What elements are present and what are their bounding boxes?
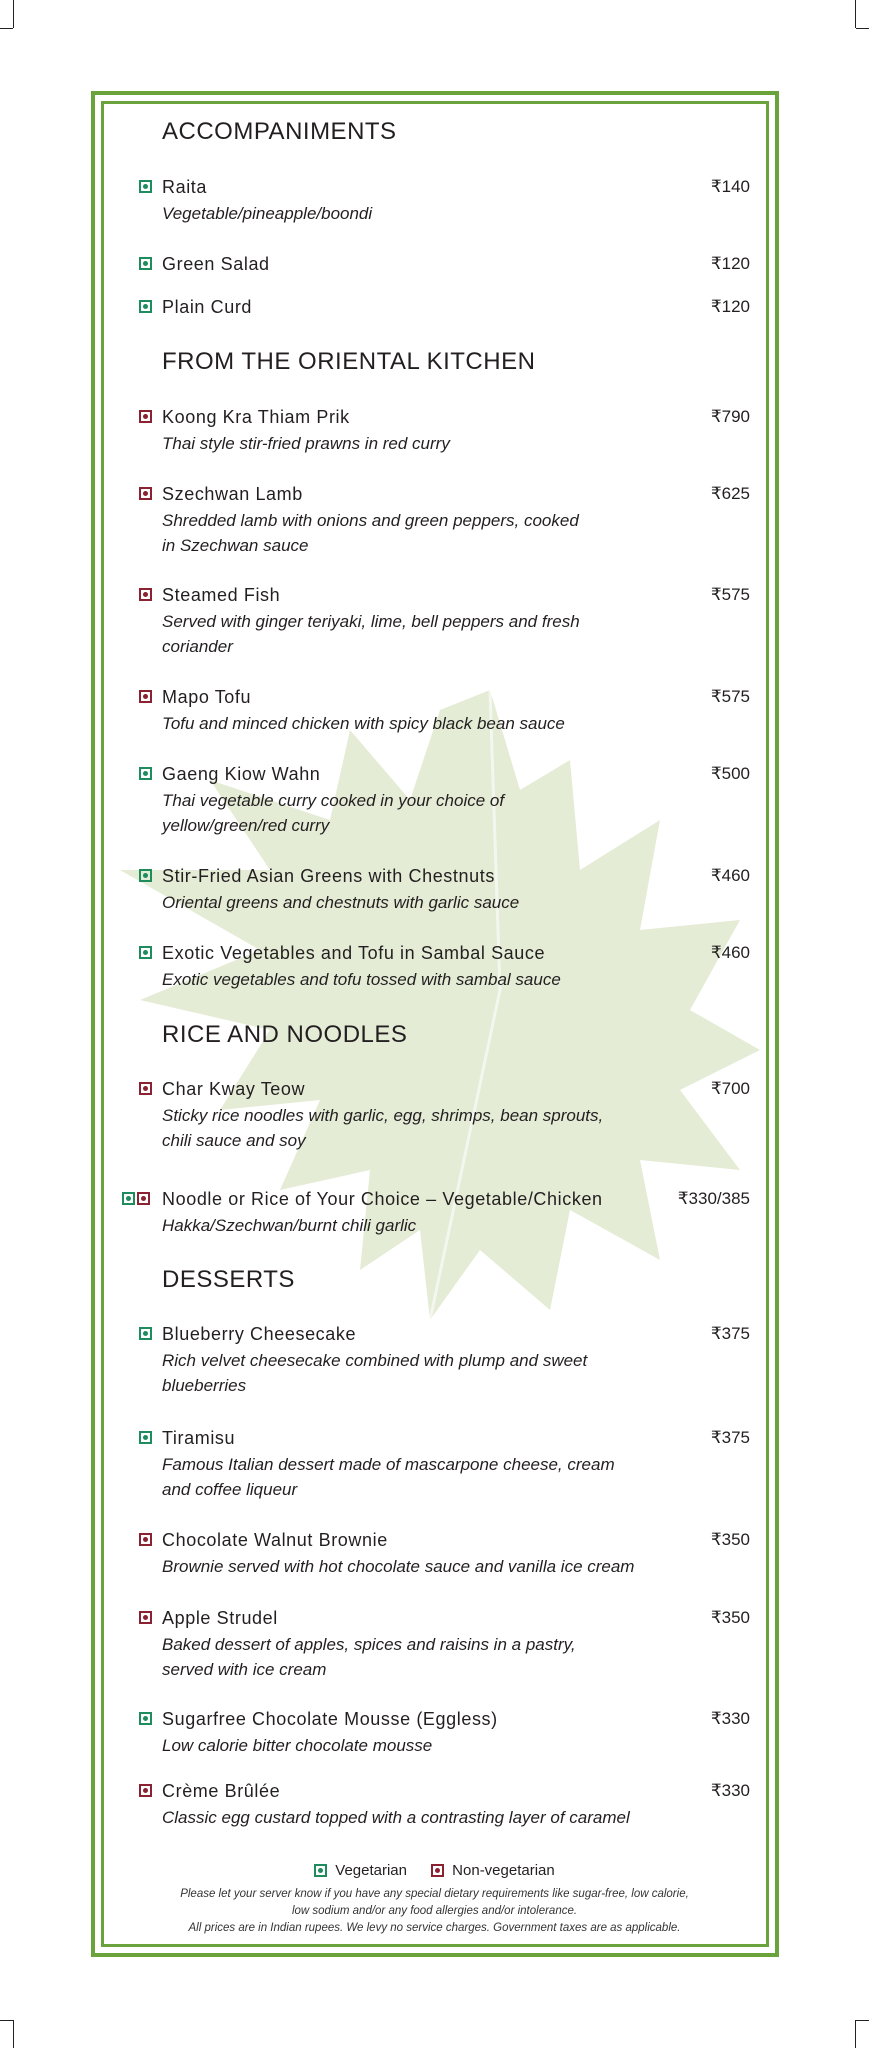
- menu-item-price: ₹375: [710, 1428, 750, 1447]
- menu-item-description: Served with ginger teriyaki, lime, bell peppers and fresh: [162, 612, 580, 631]
- menu-item-name: Mapo Tofu: [162, 687, 252, 707]
- nonveg-icon: [139, 1784, 152, 1797]
- nonveg-icon: [139, 588, 152, 601]
- nonveg-icon: [139, 487, 152, 500]
- menu-item-price: ₹575: [710, 687, 750, 706]
- menu-item-description: Oriental greens and chestnuts with garlic sauce: [162, 893, 520, 912]
- menu-item-description: chili sauce and soy: [162, 1131, 306, 1150]
- nonveg-icon: [139, 690, 152, 703]
- veg-icon: [139, 257, 152, 270]
- veg-icon: [139, 767, 152, 780]
- section-title: ACCOMPANIMENTS: [162, 118, 397, 145]
- menu-item-name: Chocolate Walnut Brownie: [162, 1530, 388, 1550]
- menu-item-description: Shredded lamb with onions and green peppers, cooked: [162, 511, 579, 530]
- menu-item-description: and coffee liqueur: [162, 1480, 298, 1499]
- crop-mark: [856, 28, 869, 29]
- veg-icon: [122, 1192, 135, 1205]
- menu-item-price: ₹140: [710, 177, 750, 196]
- menu-item-name: Green Salad: [162, 254, 270, 274]
- menu-item-price: ₹700: [710, 1079, 750, 1098]
- crop-mark: [13, 2020, 14, 2048]
- menu-item-name: Apple Strudel: [162, 1608, 278, 1628]
- menu-item-name: Blueberry Cheesecake: [162, 1324, 357, 1344]
- footnote-line: low sodium and/or any food allergies and/or intolerance.: [291, 1905, 578, 1917]
- menu-item-name: Plain Curd: [162, 297, 253, 317]
- menu-item-description: Sticky rice noodles with garlic, egg, shrimps, bean sprouts,: [162, 1106, 604, 1125]
- menu-item-description: blueberries: [162, 1376, 247, 1395]
- menu-item-name: Crème Brûlée: [162, 1781, 281, 1801]
- menu-item-price: ₹330: [710, 1781, 750, 1800]
- section-title: FROM THE ORIENTAL KITCHEN: [162, 348, 536, 375]
- menu-item-price: ₹375: [710, 1324, 750, 1343]
- menu-item-price: ₹460: [710, 943, 750, 962]
- legend: [0, 1862, 869, 1881]
- nonveg-icon: [137, 1192, 150, 1205]
- footnote-line: Please let your server know if you have any special dietary requirements like sugar-free, low calorie,: [180, 1888, 689, 1900]
- menu-item-price: ₹460: [710, 866, 750, 885]
- menu-item-name: Char Kway Teow: [162, 1079, 306, 1099]
- veg-icon: [139, 1431, 152, 1444]
- menu-item-name: Raita: [162, 177, 208, 197]
- veg-icon: [139, 180, 152, 193]
- menu-item-description: yellow/green/red curry: [162, 816, 330, 835]
- menu-item-price: ₹625: [710, 484, 750, 503]
- section-title: DESSERTS: [162, 1266, 295, 1293]
- nonveg-icon: [139, 1533, 152, 1546]
- menu-item-price: ₹350: [710, 1530, 750, 1549]
- menu-item-description: Classic egg custard topped with a contrasting layer of caramel: [162, 1808, 630, 1827]
- crop-mark: [0, 2020, 13, 2021]
- menu-item-name: Noodle or Rice of Your Choice – Vegetable/Chicken: [162, 1189, 603, 1209]
- veg-icon: [314, 1864, 327, 1877]
- veg-icon: [139, 1712, 152, 1725]
- nonveg-icon: [139, 1611, 152, 1624]
- menu-item-name: Tiramisu: [162, 1428, 236, 1448]
- veg-icon: [139, 869, 152, 882]
- menu-item-description: Vegetable/pineapple/boondi: [162, 204, 373, 223]
- menu-item-description: Exotic vegetables and tofu tossed with sambal sauce: [162, 970, 561, 989]
- menu-item-description: Brownie served with hot chocolate sauce and vanilla ice cream: [162, 1557, 635, 1576]
- nonveg-icon: [139, 410, 152, 423]
- menu-item-price: ₹120: [710, 297, 750, 316]
- nonveg-icon: [139, 1082, 152, 1095]
- legend-veg-label: Vegetarian: [335, 1862, 407, 1879]
- crop-mark: [855, 2020, 856, 2048]
- menu-item-description: Famous Italian dessert made of mascarpone cheese, cream: [162, 1455, 615, 1474]
- menu-item-description: coriander: [162, 637, 233, 656]
- menu-item-name: Exotic Vegetables and Tofu in Sambal Sauce: [162, 943, 546, 963]
- crop-mark: [856, 2020, 869, 2021]
- menu-item-name: Gaeng Kiow Wahn: [162, 764, 321, 784]
- menu-item-name: Stir-Fried Asian Greens with Chestnuts: [162, 866, 495, 886]
- menu-item-name: Szechwan Lamb: [162, 484, 303, 504]
- footnote-line: All prices are in Indian rupees. We levy no service charges. Government taxes are as applicable.: [188, 1922, 681, 1934]
- crop-mark: [855, 0, 856, 28]
- menu-item-price: ₹575: [710, 585, 750, 604]
- menu-item-name: Koong Kra Thiam Prik: [162, 407, 350, 427]
- menu-item-description: Baked dessert of apples, spices and raisins in a pastry,: [162, 1635, 576, 1654]
- menu-item-description: Tofu and minced chicken with spicy black bean sauce: [162, 714, 565, 733]
- menu-item-price: ₹330: [710, 1709, 750, 1728]
- section-title: RICE AND NOODLES: [162, 1021, 408, 1048]
- menu-item-price: ₹500: [710, 764, 750, 783]
- legend-nonveg-label: Non-vegetarian: [452, 1862, 555, 1879]
- menu-item-price: ₹350: [710, 1608, 750, 1627]
- menu-item-description: Thai style stir-fried prawns in red curry: [162, 434, 450, 453]
- veg-icon: [139, 946, 152, 959]
- menu-item-price: ₹120: [710, 254, 750, 273]
- menu-item-description: served with ice cream: [162, 1660, 327, 1679]
- menu-item-name: Steamed Fish: [162, 585, 281, 605]
- veg-icon: [139, 1327, 152, 1340]
- menu-item-description: Hakka/Szechwan/burnt chili garlic: [162, 1216, 417, 1235]
- menu-item-name: Sugarfree Chocolate Mousse (Eggless): [162, 1709, 498, 1729]
- menu-item-description: Rich velvet cheesecake combined with plump and sweet: [162, 1351, 588, 1370]
- menu-item-description: Thai vegetable curry cooked in your choice of: [162, 791, 505, 810]
- crop-mark: [13, 0, 14, 28]
- crop-mark: [0, 28, 13, 29]
- menu-item-description: Low calorie bitter chocolate mousse: [162, 1736, 433, 1755]
- menu-item-price: ₹790: [710, 407, 750, 426]
- menu-item-price: ₹330/385: [677, 1189, 750, 1208]
- nonveg-icon: [431, 1864, 444, 1877]
- veg-icon: [139, 300, 152, 313]
- menu-item-description: in Szechwan sauce: [162, 536, 309, 555]
- footnote: [0, 1886, 869, 1937]
